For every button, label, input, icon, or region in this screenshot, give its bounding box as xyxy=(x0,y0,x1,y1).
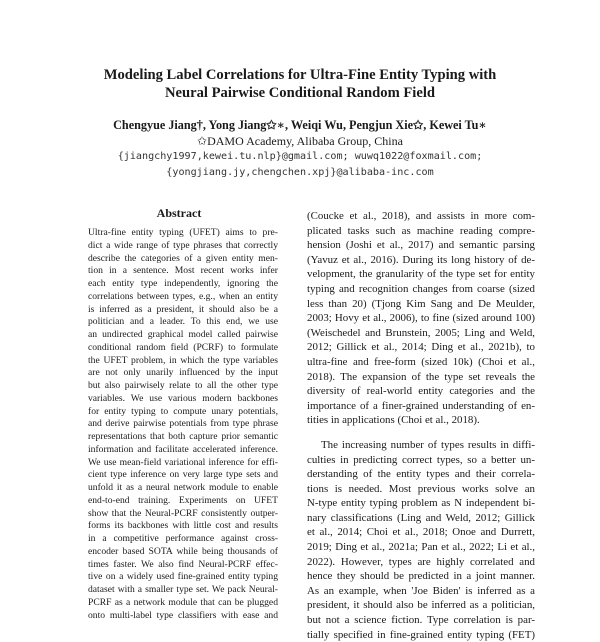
authors: Chengyue Jiang†, Yong Jiang✩∗, Weiqi Wu, Pengjun Xie✩, Kewei Tu∗ xyxy=(113,118,487,132)
abstract-line: times faster. We also find Neural-PCRF effec- xyxy=(88,558,278,570)
abstract-line: conditional random field (PCRF) to formulate xyxy=(88,341,278,353)
abstract-line: PCRF as a network module that can be plugged xyxy=(88,596,278,608)
abstract-line: tive on a widely used fine-grained entity typing xyxy=(88,571,278,583)
body-line: velopment, the granularity of the type set for entity xyxy=(307,268,535,281)
abstract-line: representations that both capture prior semantic xyxy=(88,431,278,442)
body-line: tions is needed. Most previous works solve an xyxy=(307,482,535,495)
abstract-line: forms its backbones with little cost and results xyxy=(88,520,278,532)
abstract-line: and derive pairwise potentials from type phrase xyxy=(88,418,278,430)
body-line: less than 20) (Tjong Kim Sang and De Meulder, xyxy=(307,297,535,310)
abstract-line: for entity typing to compute unary potentials, xyxy=(88,405,278,417)
abstract-line: but also pairwisely relate to all the other type xyxy=(88,380,278,391)
emails xyxy=(40,149,560,181)
body-line: As an example, when 'Joe Biden' is inferred as a xyxy=(307,584,535,597)
body-line: et al., 2014; Choi et al., 2018; Onoe and Durrett, xyxy=(307,526,535,539)
email-line-1: {jiangchy1997,kewei.tu.nlp}@gmail.com; wuwq1022@foxmail.com; xyxy=(117,151,483,162)
abstract-line: politician and a leader. To this end, we use xyxy=(88,316,278,328)
body-line: diversity of real-world entity categories and the xyxy=(307,385,535,398)
abstract-line: tion in a sentence. Most recent works infer xyxy=(88,265,278,277)
body-line: hension (Joshi et al., 2017) and semantic parsing xyxy=(307,239,535,252)
body-line: hence they should be predicted in a joint manner. xyxy=(307,570,535,583)
body-line: president, it should also be inferred as a politician, xyxy=(307,599,535,612)
body-line: culties in predicting correct types, so a better un- xyxy=(307,453,535,466)
body-line: (Coucke et al., 2018), and assists in more com- xyxy=(307,210,535,222)
body-line: (Yavuz et al., 2016). During its long history of de- xyxy=(307,253,535,266)
abstract-line: are not only unarily influenced by the input xyxy=(88,367,278,379)
abstract-heading: Abstract xyxy=(156,206,202,220)
paragraph-gap xyxy=(307,428,535,438)
body-line: plicated tasks such as machine reading compre- xyxy=(307,224,535,237)
abstract-body xyxy=(88,227,278,622)
abstract-line: describe the categories of a given entity men- xyxy=(88,252,278,264)
body-line: typing and recognition changes from coarse (sized xyxy=(307,282,535,295)
body-line: 2019; Ding et al., 2021a; Pan et al., 2022; Li et al., xyxy=(307,541,535,554)
title-line-1: Modeling Label Correlations for Ultra-Fine Entity Typing with xyxy=(103,67,497,83)
title-line-2: Neural Pairwise Conditional Random Field xyxy=(165,85,435,101)
abstract-line: We use mean-field variational inference for effi- xyxy=(88,456,278,468)
body-line: but not a science fiction. Type correlation is par- xyxy=(307,614,535,627)
body-line: (Weischedel and Brunstein, 2005; Ling and Weld, xyxy=(307,326,535,339)
abstract-line: cient type inference on very large type sets and xyxy=(88,469,278,481)
abstract-line: onto multi-label type classifiers with ease and xyxy=(88,609,278,621)
body-line: 2003; Hovy et al., 2006), to fine (sized around 100) xyxy=(307,312,535,325)
body-line: ultra-fine and free-form (sized 10k) (Choi et al., xyxy=(307,355,535,368)
body-line: 2018). The expansion of the type set reveals the xyxy=(307,370,535,383)
abstract-line: encoder based SOTA while being thousands of xyxy=(88,545,278,557)
abstract-line: the UFET problem, in which the type variables xyxy=(88,354,278,366)
abstract-line: correlations between types, e.g., when an entity xyxy=(88,290,278,302)
abstract-line: variables. We use various modern backbones xyxy=(88,392,278,404)
affiliation: ✩DAMO Academy, Alibaba Group, China xyxy=(197,134,403,148)
abstract-line: show that the Neural-PCRF consistently outper- xyxy=(88,507,278,519)
body-line: nary classifications (Ling and Weld, 2012; Gillick xyxy=(307,511,535,524)
abstract-line: dataset with a smaller type set. We pack Neural- xyxy=(88,584,278,595)
abstract-line: end-to-end training. Experiments on UFET xyxy=(88,494,278,506)
body-line: derstanding of the entity types and their correla- xyxy=(307,468,535,481)
body-line: tities in applications (Choi et al., 2018). xyxy=(307,414,480,427)
body-line: N-type entity typing problem as N independent bi- xyxy=(307,497,535,510)
abstract-line: each entity type independently, ignoring the xyxy=(88,278,278,289)
paper-title xyxy=(60,66,540,102)
body-line: importance of a finer-grained understanding of en- xyxy=(307,399,535,412)
abstract-line: an undirected graphical model called pairwise xyxy=(88,329,278,340)
abstract-line: is inferred as a president, it should also be a xyxy=(88,303,278,315)
abstract-line: in a competitive performance against cross- xyxy=(88,533,278,544)
abstract-line: Ultra-fine entity typing (UFET) aims to pre- xyxy=(88,227,278,238)
body-line: The increasing number of types results in diffi- xyxy=(321,438,535,451)
email-line-2: {yongjiang.jy,chengchen.xpj}@alibaba-inc.com xyxy=(166,167,434,178)
abstract-line: unfold it as a neural network module to enable xyxy=(88,482,278,493)
abstract-line: dict a wide range of type phrases that correctly xyxy=(88,239,278,251)
body-line: tially specified in fine-grained entity typing (FET) xyxy=(307,628,535,641)
abstract-line: information and facilitate accelerated inference. xyxy=(88,443,278,455)
body-line: 2022). However, types are highly correlated and xyxy=(307,555,535,568)
right-column xyxy=(307,209,535,642)
body-line: 2012; Gillick et al., 2014; Ding et al., 2021b), to xyxy=(307,341,535,354)
